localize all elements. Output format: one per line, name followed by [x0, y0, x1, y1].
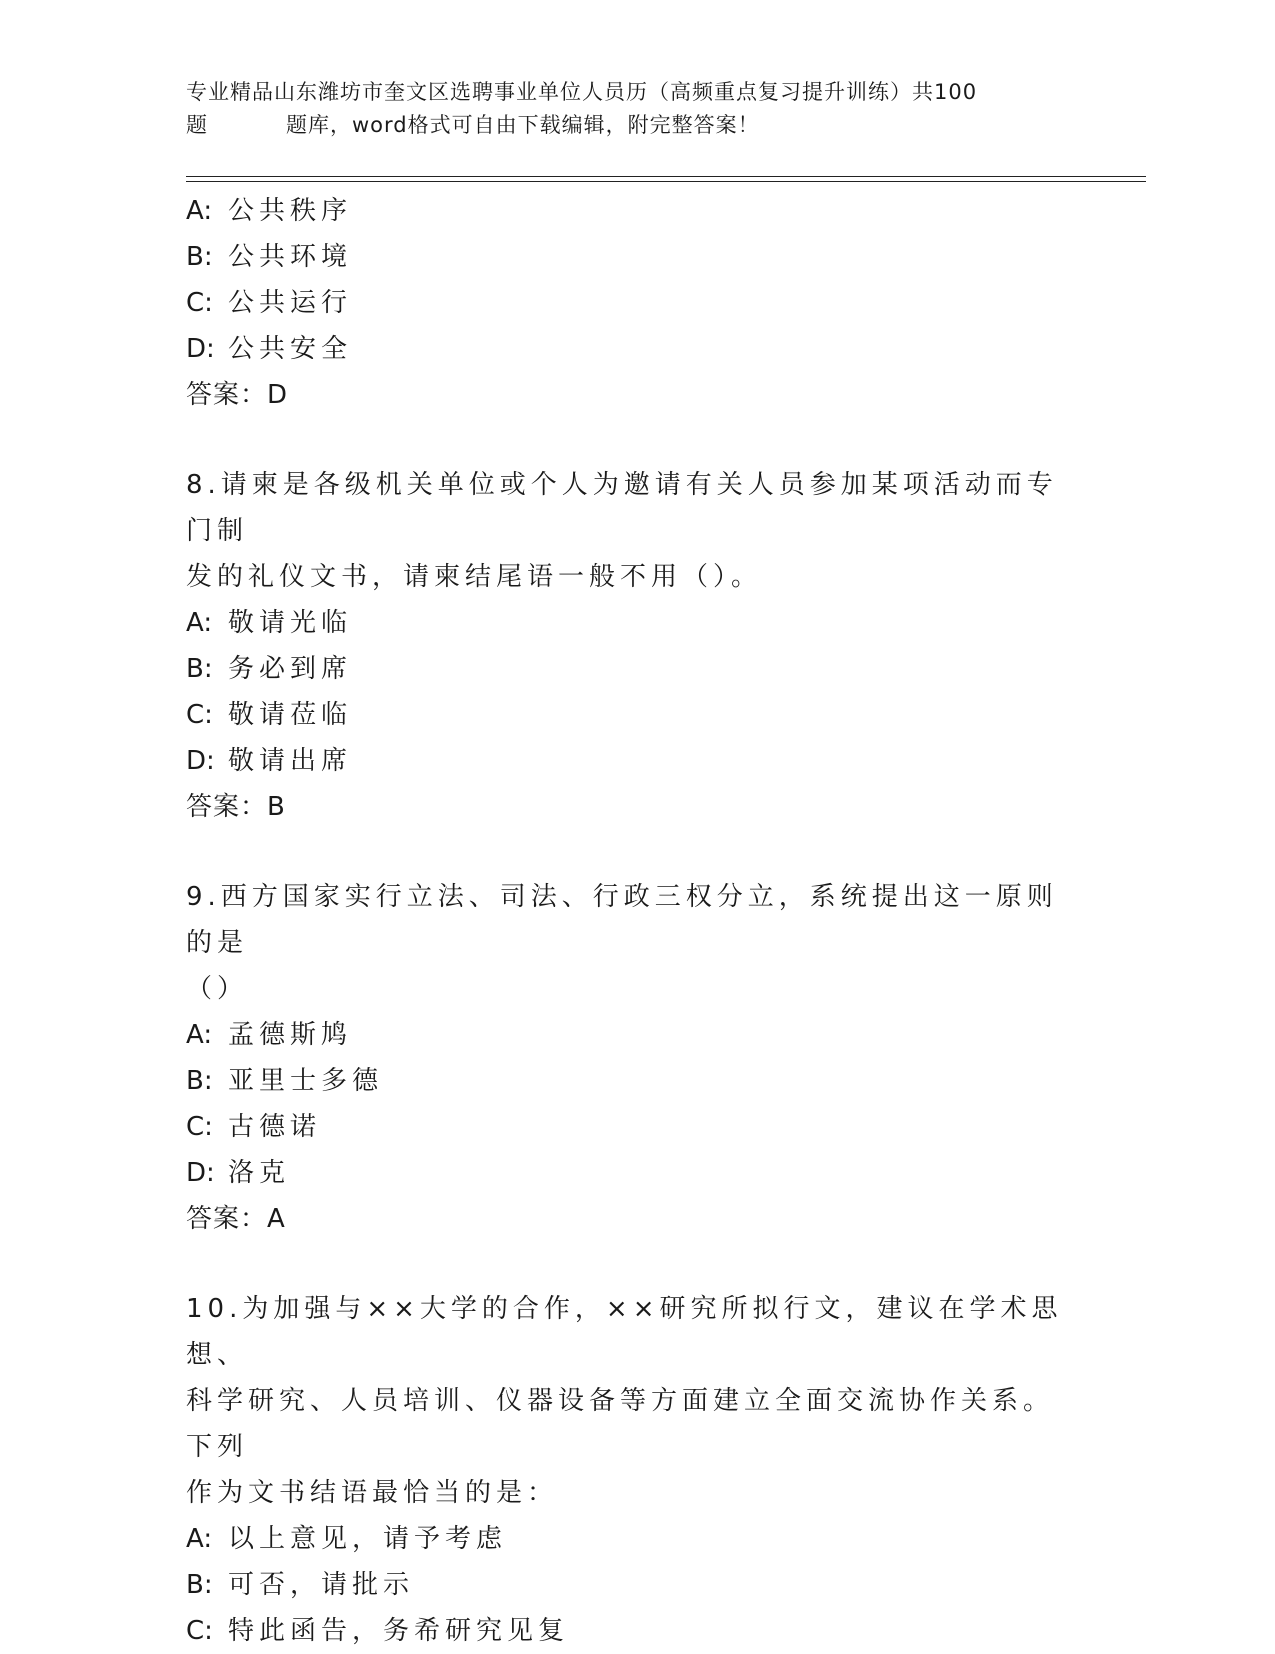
question-text-line2: （）: [186, 974, 249, 1004]
question-text: [186, 462, 1066, 600]
option-text: 敬请莅临: [228, 700, 353, 730]
question-text-line3: 作为文书结语最恰当的是：: [186, 1478, 559, 1508]
option-c: [186, 692, 1066, 738]
option-letter: A:: [186, 608, 213, 638]
question-text-line1: 8.请柬是各级机关单位或个人为邀请有关人员参加某项活动而专门制: [186, 470, 1058, 546]
option-a: [186, 1516, 1066, 1562]
option-letter: A:: [186, 1524, 213, 1554]
header-title-line2-start: 题: [186, 113, 208, 137]
option-letter: D:: [186, 334, 215, 364]
option-b: [186, 1562, 1066, 1608]
question-block-8: [186, 462, 1066, 830]
question-block-10: [186, 1286, 1066, 1654]
question-text: [186, 1286, 1066, 1516]
question-text: [186, 874, 1066, 1012]
option-text: 孟德斯鸠: [228, 1020, 353, 1050]
option-c: [186, 280, 1066, 326]
question-block-7: [186, 188, 1066, 418]
option-text: 公共秩序: [228, 196, 353, 226]
option-letter: B:: [186, 654, 213, 684]
option-d: [186, 738, 1066, 784]
document-header: [186, 76, 1086, 142]
option-letter: B:: [186, 1066, 213, 1096]
header-divider-top: [186, 176, 1146, 177]
option-letter: C:: [186, 288, 213, 318]
question-text-line2: 发的礼仪文书，请柬结尾语一般不用（）。: [186, 562, 763, 592]
option-text: 古德诺: [228, 1112, 322, 1142]
option-b: [186, 646, 1066, 692]
option-letter: B:: [186, 242, 213, 272]
option-text: 公共安全: [228, 334, 353, 364]
option-d: [186, 326, 1066, 372]
option-text: 公共运行: [228, 288, 353, 318]
question-text-line1: 10.为加强与××大学的合作，××研究所拟行文，建议在学术思想、: [186, 1294, 1063, 1370]
option-text: 敬请光临: [228, 608, 353, 638]
option-letter: B:: [186, 1570, 213, 1600]
option-letter: C:: [186, 700, 213, 730]
option-c: [186, 1104, 1066, 1150]
option-letter: D:: [186, 1158, 215, 1188]
option-c: [186, 1608, 1066, 1654]
option-text: 洛克: [228, 1158, 291, 1188]
question-list: [186, 188, 1066, 1654]
option-a: [186, 1012, 1066, 1058]
answer-line: 答案：A: [186, 1204, 286, 1234]
option-text: 特此函告，务希研究见复: [228, 1616, 570, 1646]
question-block-9: [186, 874, 1066, 1242]
option-text: 以上意见，请予考虑: [228, 1524, 508, 1554]
option-a: [186, 188, 1066, 234]
option-a: [186, 600, 1066, 646]
option-letter: A:: [186, 196, 213, 226]
question-text-line2: 科学研究、人员培训、仪器设备等方面建立全面交流协作关系。下列: [186, 1386, 1055, 1462]
option-text: 可否，请批示: [228, 1570, 415, 1600]
answer-line: 答案：D: [186, 380, 289, 410]
option-text: 公共环境: [228, 242, 353, 272]
answer-line: 答案：B: [186, 792, 286, 822]
header-divider-bottom: [186, 181, 1146, 182]
header-title-line2: [186, 109, 1086, 142]
option-letter: A:: [186, 1020, 213, 1050]
option-b: [186, 234, 1066, 280]
option-letter: C:: [186, 1616, 213, 1646]
header-title-line2-end: 题库，word格式可自由下载编辑，附完整答案！: [286, 113, 760, 137]
option-b: [186, 1058, 1066, 1104]
option-letter: C:: [186, 1112, 213, 1142]
option-text: 亚里士多德: [228, 1066, 384, 1096]
option-text: 务必到席: [228, 654, 353, 684]
option-d: [186, 1150, 1066, 1196]
option-text: 敬请出席: [228, 746, 353, 776]
option-letter: D:: [186, 746, 215, 776]
question-text-line1: 9.西方国家实行立法、司法、行政三权分立，系统提出这一原则的是: [186, 882, 1058, 958]
header-title-line1: 专业精品山东潍坊市奎文区选聘事业单位人员历（高频重点复习提升训练）共100: [186, 80, 978, 104]
